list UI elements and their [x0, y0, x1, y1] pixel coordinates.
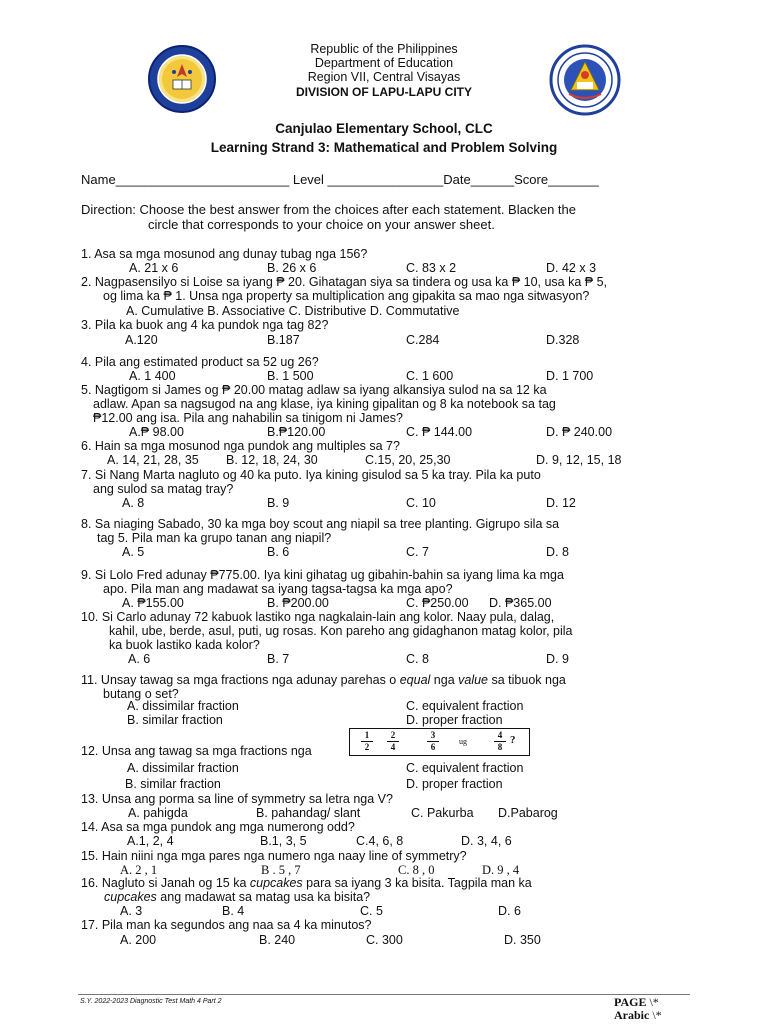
q17-choice-c[interactable]: C. 300	[366, 933, 403, 947]
question-5-text-3: ₱12.00 ang isa. Pila ang nahabilin sa tinigom ni James?	[93, 411, 403, 425]
name-field-line[interactable]: ________________________	[115, 172, 290, 187]
q13-choice-d[interactable]: D.Pabarog	[498, 806, 558, 820]
q13-choice-c[interactable]: C. Pakurba	[411, 806, 474, 820]
question-9-text-2: apo. Pila man ang madawat sa iyang tagsa-tagsa ka mga apo?	[103, 582, 453, 596]
q16-text-c: ang madawat sa matag usa ka bisita?	[156, 890, 371, 904]
q6-choice-b[interactable]: B. 12, 18, 24, 30	[226, 453, 318, 467]
q1-choice-b[interactable]: B. 26 x 6	[267, 261, 317, 275]
question-15-text: 15. Hain niini nga mga pares nga numero nga naay line of symmetry?	[81, 849, 467, 863]
arabic-label: Arabic	[614, 1008, 650, 1022]
q3-choice-b[interactable]: B.187	[267, 333, 300, 347]
question-1-text: 1. Asa sa mga mosunod ang dunay tubag nga 156?	[81, 247, 368, 261]
q1-choice-c[interactable]: C. 83 x 2	[406, 261, 457, 275]
q15-choice-a[interactable]: A. 2 , 1	[120, 863, 158, 877]
q9-choice-c[interactable]: C. ₱250.00	[406, 596, 469, 610]
info-fields	[81, 172, 599, 187]
question-11-text-2: butang o set?	[103, 687, 179, 701]
q11-text-b: nga	[430, 673, 459, 687]
q14-choice-d[interactable]: D. 3, 4, 6	[461, 834, 512, 848]
question-12-text: 12. Unsa ang tawag sa mga fractions nga	[81, 744, 312, 758]
q13-choice-a[interactable]: A. pahigda	[128, 806, 188, 820]
q12-choice-b[interactable]: B. similar fraction	[125, 777, 221, 791]
fraction-3-6: 3 6	[426, 731, 440, 752]
q4-choice-d[interactable]: D. 1 700	[546, 369, 594, 383]
q2-choices[interactable]: A. Cumulative B. Associative C. Distributive D. Commutative	[126, 304, 460, 318]
q9-choice-d[interactable]: D. ₱365.00	[489, 596, 552, 610]
question-10-text-2: kahil, ube, berde, asul, puti, ug rosas. Kon pareho ang gidaghanon matag kolor, pila	[109, 624, 573, 638]
date-field-line[interactable]: ______	[470, 172, 515, 187]
fraction-4-8: 4 8	[493, 731, 507, 752]
question-5-text: 5. Nagtigom si James og ₱ 20.00 matag adlaw sa iyang alkansiya sulod na sa 12 ka	[81, 383, 547, 397]
q7-choice-a[interactable]: A. 8	[122, 496, 145, 510]
page-label: PAGE	[614, 995, 647, 1009]
q3-choice-d[interactable]: D.328	[546, 333, 580, 347]
q9-choice-a[interactable]: A. ₱155.00	[122, 596, 184, 610]
score-label: Score	[514, 172, 549, 187]
learning-strand-title: Learning Strand 3: Mathematical and Problem Solving	[210, 140, 558, 155]
q6-choice-d[interactable]: D. 9, 12, 15, 18	[536, 453, 622, 467]
q12-choice-d[interactable]: D. proper fraction	[406, 777, 503, 791]
question-17-text: 17. Pila man ka segundos ang naa sa 4 ka minutos?	[81, 918, 372, 932]
page-field-code: \*	[649, 995, 659, 1009]
question-6-text: 6. Hain sa mga mosunod nga pundok ang multiples sa 7?	[81, 439, 400, 453]
q11-choice-b[interactable]: B. similar fraction	[127, 713, 223, 727]
level-field-line[interactable]: ________________	[327, 172, 444, 187]
score-field-line[interactable]: _______	[548, 172, 599, 187]
question-13-text: 13. Unsa ang porma sa line of symmetry sa letra nga V?	[81, 792, 393, 806]
q4-choice-c[interactable]: C. 1 600	[406, 369, 454, 383]
q7-choice-d[interactable]: D. 12	[546, 496, 576, 510]
q14-choice-b[interactable]: B.1, 3, 5	[260, 834, 307, 848]
footer-divider	[78, 994, 690, 995]
q10-choice-a[interactable]: A. 6	[128, 652, 151, 666]
q11-choice-c[interactable]: C. equivalent fraction	[406, 699, 524, 713]
header-division: DIVISION OF LAPU-LAPU CITY	[295, 85, 472, 99]
q11-text-equal: equal	[399, 673, 431, 687]
q16-choice-a[interactable]: A. 3	[120, 904, 143, 918]
q12-choice-c[interactable]: C. equivalent fraction	[406, 761, 524, 775]
q1-choice-d[interactable]: D. 42 x 3	[546, 261, 597, 275]
q15-choice-d[interactable]: D. 9 , 4	[482, 863, 520, 877]
q11-text-a: 11. Unsay tawag sa mga fractions nga adunay parehas o	[81, 673, 400, 687]
q8-choice-a[interactable]: A. 5	[122, 545, 145, 559]
fraction-1-2: 1 2	[360, 731, 374, 752]
date-label: Date	[443, 172, 471, 187]
q16-choice-d[interactable]: D. 6	[498, 904, 521, 918]
question-11-text	[81, 673, 566, 687]
q17-choice-d[interactable]: D. 350	[504, 933, 541, 947]
question-8-text-2: tag 5. Pila man ka grupo tanan ang niapil?	[97, 531, 332, 545]
q16-choice-b[interactable]: B. 4	[222, 904, 245, 918]
school-name: Canjulao Elementary School, CLC	[275, 121, 493, 136]
fractions-box	[349, 728, 530, 756]
q5-choice-b[interactable]: B.₱120.00	[267, 425, 326, 439]
q10-choice-d[interactable]: D. 9	[546, 652, 569, 666]
q15-choice-b[interactable]: B . 5 , 7	[261, 863, 301, 877]
question-16-text-2	[104, 890, 370, 904]
question-9-text: 9. Si Lolo Fred adunay ₱775.00. Iya kini gihatag ug gibahin-bahin sa iyang lima ka mga	[81, 568, 564, 582]
header-department: Department of Education	[314, 56, 454, 70]
q4-choice-b[interactable]: B. 1 500	[267, 369, 314, 383]
question-2-text-2: og lima ka ₱ 1. Unsa nga property sa multiplication ang gipakita sa mao nga sitwasyon?	[103, 289, 590, 303]
q5-choice-c[interactable]: C. ₱ 144.00	[406, 425, 473, 439]
q13-choice-b[interactable]: B. pahandag/ slant	[256, 806, 361, 820]
q17-choice-b[interactable]: B. 240	[259, 933, 296, 947]
question-7-text: 7. Si Nang Marta nagluto og 40 ka puto. Iya kining gisulod sa 5 ka tray. Pila ka puto	[81, 468, 541, 482]
question-8-text: 8. Sa niaging Sabado, 30 ka mga boy scout ang niapil sa tree planting. Gigrupo sila sa	[81, 517, 560, 531]
question-5-text-2: adlaw. Apan sa nagsugod na ang klase, iya kining gipalitan og 8 ka notebook sa tag	[93, 397, 556, 411]
q11-choice-a[interactable]: A. dissimilar fraction	[127, 699, 239, 713]
fraction-ug: ug	[459, 737, 467, 746]
q3-choice-c[interactable]: C.284	[406, 333, 440, 347]
q7-choice-c[interactable]: C. 10	[406, 496, 436, 510]
q1-choice-a[interactable]: A. 21 x 6	[129, 261, 179, 275]
q6-choice-a[interactable]: A. 14, 21, 28, 35	[107, 453, 199, 467]
q15-choice-c[interactable]: C. 8 , 0	[398, 863, 435, 877]
q16-text-cupcakes: cupcakes	[249, 876, 303, 890]
q16-text-cupcakes-2: cupcakes	[104, 890, 157, 904]
q9-choice-b[interactable]: B. ₱200.00	[267, 596, 329, 610]
q5-choice-d[interactable]: D. ₱ 240.00	[546, 425, 613, 439]
q10-choice-c[interactable]: C. 8	[406, 652, 429, 666]
q11-text-value: value	[458, 673, 489, 687]
q8-choice-b[interactable]: B. 6	[267, 545, 290, 559]
question-14-text: 14. Asa sa mga pundok ang mga numerong odd?	[81, 820, 355, 834]
name-label: Name	[81, 172, 116, 187]
question-16-text	[81, 876, 532, 890]
level-label: Level	[292, 172, 324, 187]
q6-choice-c[interactable]: C.15, 20, 25,30	[365, 453, 451, 467]
q16-text-b: para sa iyang 3 ka bisita. Tagpila man ka	[302, 876, 532, 890]
footer-school-year: S.Y. 2022-2023 Diagnostic Test Math 4 Part 2	[80, 998, 222, 1005]
header-region: Region VII, Central Visayas	[307, 70, 461, 84]
q16-choice-c[interactable]: C. 5	[360, 904, 383, 918]
question-7-text-2: ang sulod sa matag tray?	[93, 482, 234, 496]
question-4-text: 4. Pila ang estimated product sa 52 ug 26?	[81, 355, 319, 369]
question-10-text: 10. Si Carlo adunay 72 kabuok lastiko nga nagkalain-lain ang kolor. Naay pula, dalag,	[81, 610, 555, 624]
question-10-text-3: ka buok lastiko kada kolor?	[109, 638, 260, 652]
footer-page-field	[614, 996, 662, 1022]
direction-line-2: circle that corresponds to your choice on your answer sheet.	[148, 217, 495, 232]
fraction-question-mark: ?	[510, 734, 516, 746]
q14-choice-a[interactable]: A.1, 2, 4	[127, 834, 174, 848]
q4-choice-a[interactable]: A. 1 400	[129, 369, 176, 383]
q3-choice-a[interactable]: A.120	[125, 333, 158, 347]
q12-choice-a[interactable]: A. dissimilar fraction	[127, 761, 239, 775]
direction-line-1: Direction: Choose the best answer from the choices after each statement. Blacken the	[81, 202, 576, 217]
q10-choice-b[interactable]: B. 7	[267, 652, 290, 666]
q7-choice-b[interactable]: B. 9	[267, 496, 290, 510]
q17-choice-a[interactable]: A. 200	[120, 933, 157, 947]
q11-choice-d[interactable]: D. proper fraction	[406, 713, 503, 727]
q8-choice-c[interactable]: C. 7	[406, 545, 429, 559]
q5-choice-a[interactable]: A.₱ 98.00	[129, 425, 184, 439]
question-2-text: 2. Nagpasensilyo si Loise sa iyang ₱ 20. Gihatagan siya sa tindera og usa ka ₱ 10, usa ka ₱ 5,	[81, 275, 608, 289]
header-republic: Republic of the Philippines	[310, 42, 458, 56]
question-3-text: 3. Pila ka buok ang 4 ka pundok nga tag 82?	[81, 318, 329, 332]
arabic-field-code: \*	[652, 1008, 662, 1022]
q8-choice-d[interactable]: D. 8	[546, 545, 569, 559]
fraction-2-4: 2 4	[386, 731, 400, 752]
q14-choice-c[interactable]: C.4, 6, 8	[356, 834, 404, 848]
q16-text-a: 16. Nagluto si Janah og 15 ka	[81, 876, 250, 890]
q11-text-c: sa tibuok nga	[488, 673, 566, 687]
